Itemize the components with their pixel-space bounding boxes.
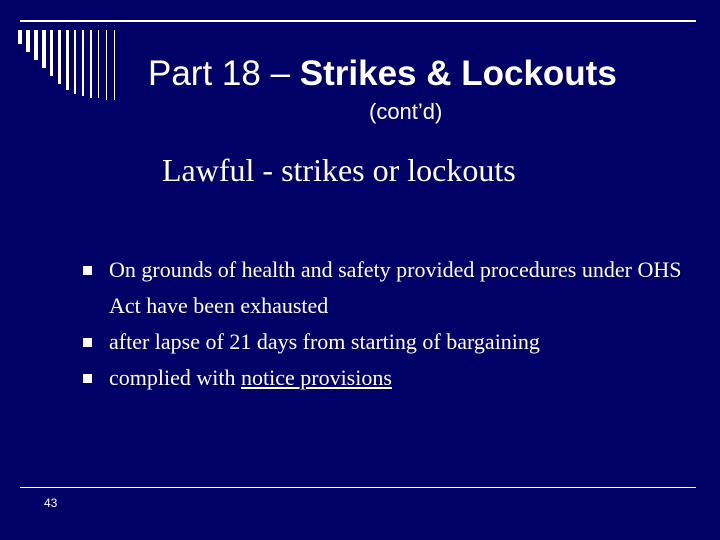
bottom-divider [20,487,696,488]
slide-title-bold: Strikes & Lockouts [299,54,617,93]
bullet-text [109,360,703,396]
square-bullet-icon [83,266,92,275]
slide-subtitle: (cont’d) [369,99,443,124]
bullet-text: after lapse of 21 days from starting of bargaining [109,329,540,354]
bullet-text: On grounds of health and safety provided procedures under OHS Act have been exhausted [109,257,682,318]
square-bullet-icon [83,374,92,383]
bullet-item [83,252,703,324]
page-number: 43 [44,496,58,510]
slide-title [148,52,617,96]
bullet-list [83,252,703,396]
section-heading: Lawful - strikes or lockouts [162,152,516,188]
decorative-stripes [18,30,128,100]
slide-title-prefix: Part 18 – [148,54,300,93]
bullet-item [83,324,703,360]
top-divider [20,20,696,22]
bullet-item [83,360,703,396]
square-bullet-icon [83,338,92,347]
bullet-text-prefix: complied with [109,365,241,390]
notice-provisions-link[interactable]: notice provisions [240,365,392,390]
